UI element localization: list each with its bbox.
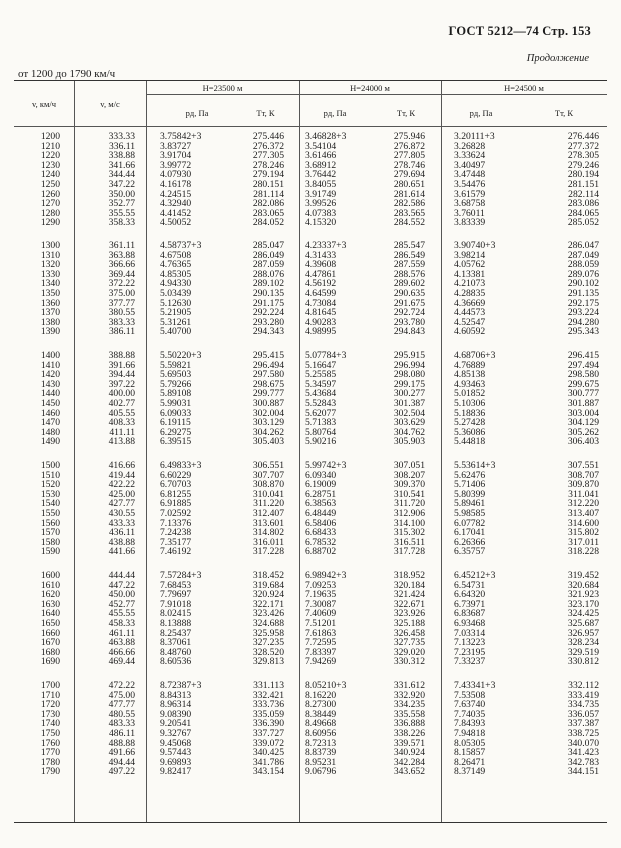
header-v-kmh: v, км/ч <box>31 99 57 109</box>
group-column-v_kmh: 1200 1210 1220 1230 1240 1250 1260 1270 1280 1290 <box>40 131 60 229</box>
group-column-T1: 306.551 307.707 308.870 310.041 311.220 312.407 313.601 314.802 316.011 317.228 <box>252 460 284 558</box>
data-table <box>14 80 607 823</box>
header-p3: pд, Па <box>469 108 493 118</box>
header-bottom <box>14 126 607 127</box>
group-column-v_kmh: 1700 1710 1720 1730 1740 1750 1760 1770 1780 1790 <box>40 680 60 778</box>
header-t2: Tт, К <box>396 108 416 118</box>
group-column-p3: 3.90740+3 3.98214 4.05762 4.13381 4.21073 4.28835 4.36669 4.44573 4.52547 4.60592 <box>454 240 496 338</box>
group-column-v_kmh: 1300 1310 1320 1330 1340 1350 1360 1370 1380 1390 <box>40 240 60 338</box>
group-column-v_kmh: 1400 1410 1420 1430 1440 1450 1460 1470 1480 1490 <box>40 350 60 448</box>
group-column-T2: 275.946 276.872 277.805 278.746 279.694 280.651 281.614 282.586 283.565 284.552 <box>393 131 425 229</box>
group-column-p1: 5.50220+3 5.59821 5.69503 5.79266 5.89108 5.99031 6.09033 6.19115 6.29275 6.39515 <box>160 350 202 448</box>
group-column-T3: 307.551 308.707 309.870 311.041 312.220 313.407 314.600 315.802 317.011 318.228 <box>567 460 599 558</box>
group-column-p2: 5.99742+3 6.09340 6.19009 6.28751 6.38563 6.48449 6.58406 6.68433 6.78532 6.88702 <box>305 460 347 558</box>
group-column-p1: 4.58737+3 4.67508 4.76365 4.85305 4.94330 5.03439 5.12630 5.21905 5.31261 5.40700 <box>160 240 202 338</box>
group-column-p3: 7.43341+3 7.53508 7.63740 7.74035 7.84393 7.94818 8.05305 8.15857 8.26471 8.37149 <box>454 680 496 778</box>
header-divider <box>146 94 607 95</box>
col-divider <box>146 81 147 822</box>
speed-range: от 1200 до 1790 км/ч <box>18 68 116 80</box>
group-column-v_ms: 361.11 363.88 366.66 369.44 372.22 375.00 377.77 380.55 383.33 386.11 <box>108 240 135 338</box>
group-column-v_kmh: 1600 1610 1620 1630 1640 1650 1660 1670 1680 1690 <box>40 570 60 668</box>
group-column-T1: 275.446 276.372 277.305 278.246 279.194 280.151 281.114 282.086 283.065 284.052 <box>252 131 284 229</box>
group-column-T1: 318.452 319.684 320.924 322.171 323.426 324.688 325.958 327.235 328.520 329.813 <box>252 570 284 668</box>
group-column-p1: 7.57284+3 7.68453 7.79697 7.91018 8.02415 8.13888 8.25437 8.37061 8.48760 8.60536 <box>160 570 202 668</box>
header-h3: H=24500 м <box>504 83 544 93</box>
group-column-v_ms: 444.44 447.22 450.00 452.77 455.55 458.33 461.11 463.88 466.66 469.44 <box>108 570 135 668</box>
group-column-T3: 276.446 277.372 278.305 279.246 280.194 281.151 282.114 283.086 284.065 285.052 <box>567 131 599 229</box>
header-t1: Tт, К <box>256 108 275 118</box>
col-divider <box>441 81 442 822</box>
header-p2: pд, Па <box>323 108 347 118</box>
group-column-p1: 8.72387+3 8.84313 8.96314 9.08390 9.20541 9.32767 9.45068 9.57443 9.69893 9.82417 <box>160 680 202 778</box>
group-column-T3: 286.047 287.049 288.059 289.076 290.102 291.135 292.175 293.224 294.280 295.343 <box>567 240 599 338</box>
group-column-p2: 6.98942+3 7.09253 7.19635 7.30087 7.40609 7.51201 7.61863 7.72595 7.83397 7.94269 <box>305 570 347 668</box>
group-column-T2: 307.051 308.207 309.370 310.541 311.720 312.906 314.100 315.302 316.511 317.728 <box>393 460 425 558</box>
group-column-v_ms: 333.33 336.11 338.88 341.66 344.44 347.22 350.00 352.77 355.55 358.33 <box>108 131 135 229</box>
group-column-p2: 8.05210+3 8.16220 8.27300 8.38449 8.49668 8.60956 8.72313 8.83739 8.95231 9.06796 <box>305 680 347 778</box>
group-column-T1: 331.113 332.421 333.736 335.059 336.390 337.727 339.072 340.425 341.786 343.154 <box>252 680 284 778</box>
continuation-label: Продолжение <box>526 53 589 64</box>
group-column-p3: 6.45212+3 6.54731 6.64320 6.73971 6.83687 6.93468 7.03314 7.13223 7.23195 7.33237 <box>454 570 496 668</box>
header-p1: pд, Па <box>185 108 209 118</box>
group-column-v_ms: 416.66 419.44 422.22 425.00 427.77 430.55 433.33 436.11 438.88 441.66 <box>108 460 135 558</box>
group-column-T3: 319.452 320.684 321.923 323.170 324.425 325.687 326.957 328.234 329.519 330.812 <box>567 570 599 668</box>
group-column-p3: 3.20111+3 3.26828 3.33624 3.40497 3.47448 3.54476 3.61579 3.68758 3.76011 3.83339 <box>454 131 495 229</box>
header-h1: H=23500 м <box>202 83 243 93</box>
group-column-p2: 4.23337+3 4.31433 4.39608 4.47861 4.56192 4.64599 4.73084 4.81645 4.90283 4.98995 <box>305 240 347 338</box>
group-column-v_ms: 388.88 391.66 394.44 397.22 400.00 402.77 405.55 408.33 411.11 413.88 <box>108 350 135 448</box>
group-column-T2: 285.547 286.549 287.559 288.576 289.602 290.635 291.675 292.724 293.780 294.843 <box>393 240 425 338</box>
page-header: ГОСТ 5212—74 Стр. 153 <box>448 24 591 38</box>
group-column-T2: 318.952 320.184 321.424 322.671 323.926 325.188 326.458 327.735 329.020 330.312 <box>393 570 425 668</box>
group-column-v_ms: 472.22 475.00 477.77 480.55 483.33 486.11 488.88 491.66 494.44 497.22 <box>108 680 135 778</box>
group-column-p2: 5.07784+3 5.16647 5.25585 5.34597 5.43684 5.52843 5.62077 5.71383 5.80764 5.90216 <box>305 350 347 448</box>
header-v-ms: v, м/с <box>100 99 120 109</box>
col-divider <box>299 81 300 822</box>
group-column-T2: 295.915 296.994 298.080 299.175 300.277 301.387 302.504 303.629 304.762 305.903 <box>393 350 425 448</box>
group-column-p3: 5.53614+3 5.62476 5.71406 5.80399 5.89461 5.98585 6.07782 6.17041 6.26366 6.35757 <box>454 460 496 558</box>
header-t3: Tт, К <box>554 108 574 118</box>
group-column-p2: 3.46828+3 3.54104 3.61466 3.68912 3.76442 3.84055 3.91749 3.99526 4.07383 4.15320 <box>305 131 347 229</box>
group-column-T3: 296.415 297.494 298.580 299.675 300.777 301.887 303.004 304.129 305.262 306.403 <box>567 350 599 448</box>
group-column-T3: 332.112 333.419 334.735 336.057 337.387 338.725 340.070 341.423 342.783 344.151 <box>567 680 599 778</box>
group-column-T1: 285.047 286.049 287.059 288.076 289.102 290.135 291.175 292.224 293.280 294.343 <box>252 240 284 338</box>
group-column-T1: 295.415 296.494 297.580 298.675 299.777 300.887 302.004 303.129 304.262 305.403 <box>252 350 284 448</box>
group-column-p1: 3.75842+3 3.83727 3.91704 3.99772 4.07930 4.16178 4.24515 4.32940 4.41452 4.50052 <box>160 131 202 229</box>
group-column-v_kmh: 1500 1510 1520 1530 1540 1550 1560 1570 1580 1590 <box>40 460 60 558</box>
group-column-p1: 6.49833+3 6.60229 6.70703 6.81255 6.91885 7.02592 7.13376 7.24238 7.35177 7.46192 <box>160 460 202 558</box>
header-h2: H=24000 м <box>350 83 390 93</box>
group-column-T2: 331.612 332.920 334.235 335.558 336.888 338.226 339.571 340.924 342.284 343.652 <box>393 680 425 778</box>
group-column-p3: 4.68706+3 4.76889 4.85138 4.93463 5.01852 5.10306 5.18836 5.27428 5.36086 5.44818 <box>454 350 496 448</box>
